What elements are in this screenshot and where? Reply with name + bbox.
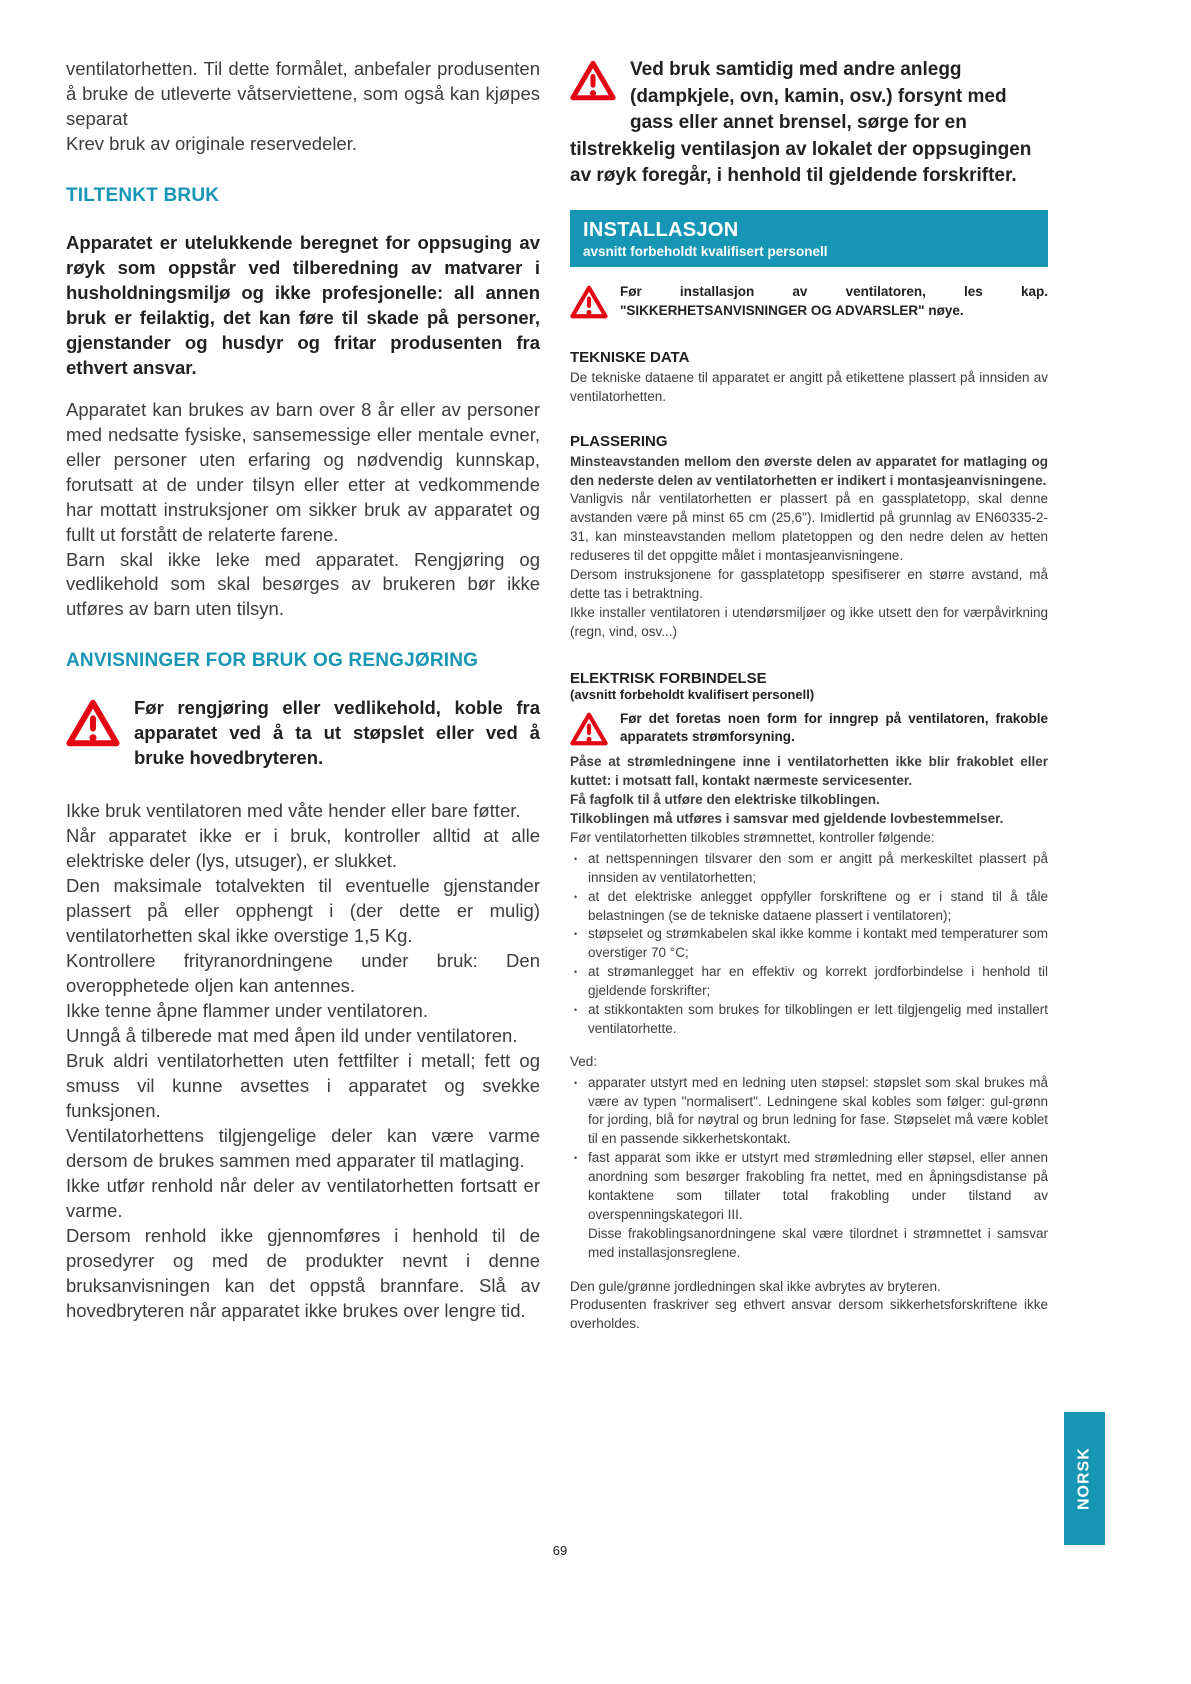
usage-rule: Unngå å tilberede mat med åpen ild under ventilatoren. — [66, 1025, 518, 1047]
section-heading-intended-use: TILTENKT BRUK — [66, 184, 220, 206]
electrical-cases-list — [570, 1074, 1048, 1225]
placement-paragraph-3: Ikke installer ventilatoren i utendørsmiljøer og ikke utsett den for værpåvirkning (regn, vind, osv...) — [570, 604, 1048, 639]
intro-paragraph-2: Krev bruk av originale reservedeler. — [66, 132, 358, 154]
checklist-item: • at stikkontakten som brukes for tilkoblingen er lett tilgjengelig med installert ventilatorhette. — [570, 1001, 1048, 1039]
ground-wire-note: Den gule/grønne jordledningen skal ikke avbrytes av bryteren. — [570, 1278, 941, 1294]
technical-data-text: De tekniske dataene til apparatet er angitt på etikettene plassert på innsiden av ventilatorhetten. — [570, 369, 1048, 404]
electrical-warning-text: Før det foretas noen form for inngrep på ventilatoren, frakoble apparatets strømforsyning. — [620, 710, 1048, 745]
technical-data-section — [570, 349, 1048, 407]
usage-rule: Kontrollere frityranordningene under bruk: Den overopphetede oljen kan antennes. — [66, 950, 540, 997]
section-heading-usage-cleaning: ANVISNINGER FOR BRUK OG RENGJØRING — [66, 650, 479, 672]
language-tab[interactable]: NORSK — [1064, 1412, 1105, 1545]
electrical-bold-note: Påse at strømledningene inne i ventilatorhetten ikke blir frakoblet eller kuttet: i motsatt fall, kontakt nærmeste servicesenter. — [570, 754, 1048, 789]
usage-rule: Ventilatorhettens tilgjengelige deler kan være varme dersom de brukes sammen med apparater til matlaging. — [66, 1124, 540, 1171]
usage-rule: Ikke bruk ventilatoren med våte hender eller bare føtter. — [66, 800, 521, 822]
checklist-item: • at nettspenningen tilsvarer den som er angitt på merkeskiltet plassert på innsiden av ventilatorhetten; — [570, 850, 1048, 888]
usage-rule: Når apparatet ikke er i bruk, kontroller alltid at alle elektriske deler (lys, utsuger), er slukket. — [66, 825, 540, 872]
checklist-item: • at strømanlegget har en effektiv og korrekt jordforbindelse i henhold til gjeldende forskrifter; — [570, 963, 1048, 1001]
section-heading-technical-data: TEKNISKE DATA — [570, 348, 690, 366]
warning-icon — [66, 699, 120, 754]
placement-paragraph: Vanligvis når ventilatorhetten er plassert på en gassplatetopp, skal denne avstanden være på minst 65 cm (25,6"). Imidlertid på grunnlag av EN60335-2-31, kan minsteavstanden mellom platetoppen og den nedre delen av hetten reduseres til det oppgitte målet i montasjeanvisningene. — [570, 491, 1048, 564]
case-item: • fast apparat som ikke er utstyrt med strømledning eller støpsel, eller annen anordning som besørger frakobling fra nettet, med en åpningsdistanse på kontaktene som tillater total frakobling under tilstand av overspenningskategori III. — [570, 1149, 1048, 1225]
ventilation-warning-text: Ved bruk samtidig med andre anlegg (dampkjele, ovn, kamin, osv.) forsynt med gass eller annet brensel, sørge for en tilstrekkelig ventilasjon av lokalet der oppsugingen av røyk foregår, i henhold til gjeldende forskrifter. — [570, 59, 1032, 187]
installation-subtitle: avsnitt forbeholdt kvalifisert personell — [583, 243, 828, 259]
installation-warning-block — [570, 283, 1048, 327]
page-number: 69 — [552, 1543, 568, 1558]
cases-label: Ved: — [570, 1053, 598, 1069]
cleaning-warning-block — [66, 696, 540, 771]
warning-icon — [570, 712, 608, 752]
electrical-checks-intro: Før ventilatorhetten tilkobles strømnettet, kontroller følgende: — [570, 830, 935, 845]
liability-note: Produsenten fraskriver seg ethvert ansvar dersom sikkerhetsforskriftene ikke overholdes. — [570, 1297, 1048, 1332]
usage-rules — [66, 799, 540, 1323]
installation-banner — [570, 210, 1048, 267]
intended-use-lead: Apparatet er utelukkende beregnet for oppsuging av røyk som oppstår ved tilberedning av matvarer i husholdningsmiljø og ikke profesjonelle: all annen bruk er feilaktig, det kan føre til skade på personer, gjenstander og husdyr og fritar produsenten fra ethvert ansvar. — [66, 231, 540, 378]
placement-lead: Minsteavstanden mellom den øverste delen av apparatet for matlaging og den nederste delen av ventilatorhetten er indikert i montasjeanvisningene. — [570, 453, 1048, 488]
electrical-section — [570, 670, 1048, 1335]
warning-icon — [570, 285, 608, 325]
installation-title: INSTALLASJON — [583, 218, 739, 241]
section-heading-electrical: ELEKTRISK FORBINDELSE — [570, 669, 767, 687]
installation-warning-text: Før installasjon av ventilatoren, les kap. "SIKKERHETSANVISNINGER OG ADVARSLER" nøye. — [620, 283, 1048, 318]
electrical-subheading: (avsnitt forbeholdt kvalifisert personell) — [570, 686, 815, 702]
intended-use-paragraph-2: Barn skal ikke leke med apparatet. Rengjøring og vedlikehold som skal besørges av brukeren bør ikke utføres av barn uten tilsyn. — [66, 548, 540, 620]
intro-paragraph: ventilatorhetten. Til dette formålet, anbefaler produsenten å bruke de utleverte våtserviettene, som også kan kjøpes separat — [66, 58, 540, 129]
left-column — [66, 57, 540, 1334]
case-continuation: Disse frakoblingsanordningene skal være tilordnet i strømnettet i samsvar med installasjonsreglene. — [588, 1225, 1048, 1260]
case-item: • apparater utstyrt med en ledning uten støpsel: støpslet som skal brukes må være av typen "normalisert". Ledningene skal kobles som følger: gul-grønn for jording, blå for nøytral og brun ledning for fase. Støpselet må være koblet til en passende sikkerhetskontakt. — [570, 1074, 1048, 1150]
checklist-item: • at det elektriske anlegget oppfyller forskriftene og er i stand til å tåle belastningen (se de tekniske dataene plassert i ventilatoren); — [570, 888, 1048, 926]
electrical-bold-note-2: Få fagfolk til å utføre den elektriske tilkoblingen. — [570, 792, 880, 808]
warning-icon — [570, 60, 616, 110]
placement-paragraph-2: Dersom instruksjonene for gassplatetopp spesifiserer en større avstand, må dette tas i betraktning. — [570, 566, 1048, 601]
usage-rule: Ikke utfør renhold når deler av ventilatorhetten fortsatt er varme. — [66, 1174, 540, 1221]
section-heading-placement: PLASSERING — [570, 432, 668, 450]
usage-rule: Bruk aldri ventilatorhetten uten fettfilter i metall; fett og smuss vil kunne avsettes i apparatet og svekke funksjonen. — [66, 1050, 540, 1121]
intended-use-paragraph: Apparatet kan brukes av barn over 8 år eller av personer med nedsatte fysiske, sansemessige eller mentale evner, eller personer uten erfaring og nødvendig kunnskap, forutsatt at de under tilsyn eller etter at vedkommende har mottatt instruksjoner om sikker bruk av apparatet og fullt ut forstått de relaterte farene. — [66, 398, 540, 545]
ventilation-warning-block — [570, 57, 1048, 190]
usage-rule: Dersom renhold ikke gjennomføres i henhold til de prosedyrer og med de produkter nevnt i denne bruksanvisningen kan det oppstå brannfare. Slå av hovedbryteren når apparatet ikke brukes over lengre tid. — [66, 1224, 540, 1321]
electrical-bold-note-3: Tilkoblingen må utføres i samsvar med gjeldende lovbestemmelser. — [570, 811, 1004, 827]
electrical-warning-block — [570, 710, 1048, 754]
electrical-checklist — [570, 850, 1048, 1039]
page-body — [66, 57, 1048, 1334]
usage-rule: Ikke tenne åpne flammer under ventilatoren. — [66, 1000, 428, 1022]
placement-section — [570, 433, 1048, 642]
checklist-item: • støpselet og strømkabelen skal ikke komme i kontakt med temperaturer som overstiger 70 °C; — [570, 925, 1048, 963]
usage-rule: Den maksimale totalvekten til eventuelle gjenstander plassert på eller opphengt i (der dette er mulig) ventilatorhetten skal ikke overstige 1,5 Kg. — [66, 875, 540, 947]
right-column — [570, 57, 1048, 1334]
cleaning-warning-text: Før rengjøring eller vedlikehold, koble fra apparatet ved å ta ut støpslet eller ved å bruke hovedbryteren. — [134, 697, 540, 769]
